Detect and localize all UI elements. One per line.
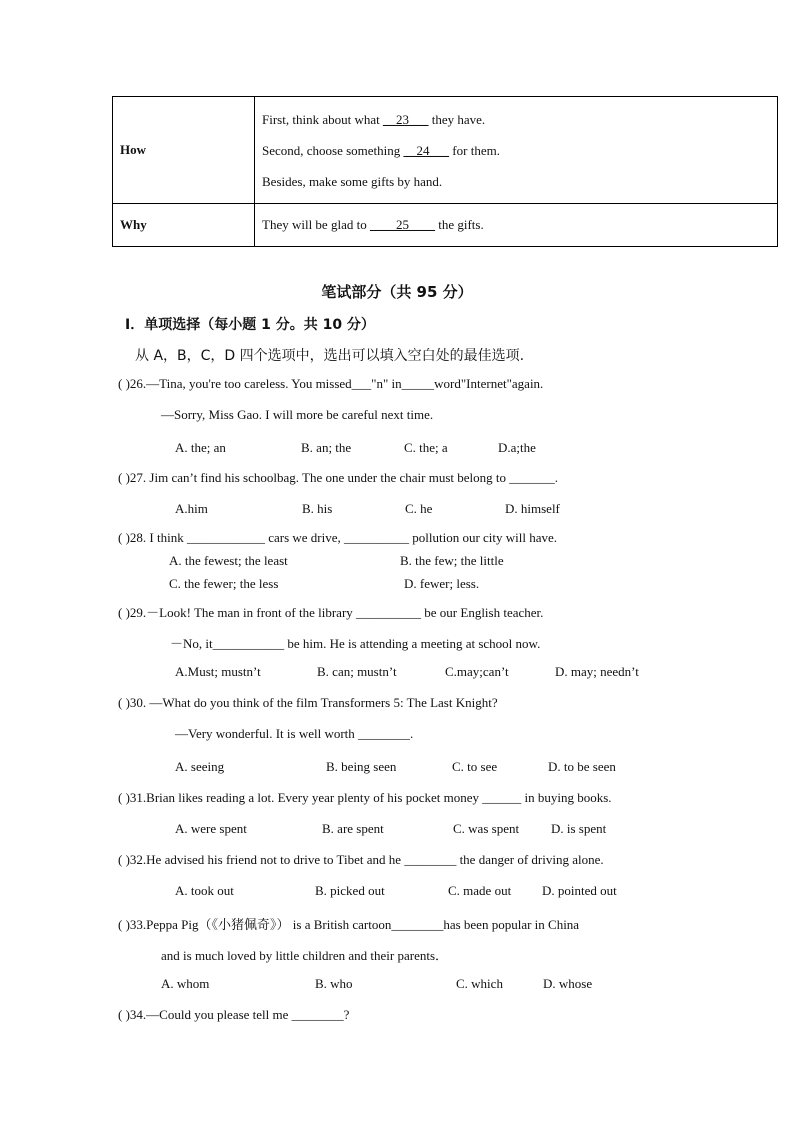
blank-25: ____25____ bbox=[369, 217, 435, 232]
option-d: D. pointed out bbox=[542, 883, 617, 898]
question-34-stem: ( )34.—Could you please tell me ________? bbox=[118, 1007, 350, 1022]
option-b: B. an; the bbox=[301, 440, 352, 455]
question-30-stem-2: —Very wonderful. It is well worth ________. bbox=[175, 726, 414, 741]
option-c: C. was spent bbox=[453, 821, 520, 836]
question-28-stem: ( )28. I think ____________ cars we drive, __________ pollution our city will have. bbox=[118, 530, 558, 545]
option-d: D. to be seen bbox=[548, 759, 616, 774]
option-b: B. who bbox=[315, 976, 353, 991]
option-d: D. may; needn’t bbox=[555, 664, 639, 679]
option-a: A. whom bbox=[161, 976, 210, 991]
option-a: A. were spent bbox=[175, 821, 247, 836]
table-row bbox=[113, 97, 778, 204]
row-label: Why bbox=[113, 204, 255, 247]
option-a: A.Must; mustn’t bbox=[175, 664, 261, 679]
question-26-stem-2: —Sorry, Miss Gao. I will more be careful next time. bbox=[161, 407, 434, 422]
option-d: D. whose bbox=[543, 976, 593, 991]
option-b: B. the few; the little bbox=[400, 553, 504, 568]
question-33-stem: ( )33.Peppa Pig（《小猪佩奇》） is a British cartoon________has been popular in China bbox=[118, 917, 580, 932]
question-33-stem-2: and is much loved by little children and their parents． bbox=[161, 948, 449, 963]
option-d: D. is spent bbox=[551, 821, 607, 836]
option-a: A.him bbox=[175, 501, 208, 516]
option-c: C. the; a bbox=[404, 440, 448, 455]
option-c: C. which bbox=[456, 976, 503, 991]
question-29-stem-2: －No, it___________ be him. He is attending a meeting at school now. bbox=[170, 636, 541, 651]
option-c: C.may;can’t bbox=[445, 664, 509, 679]
info-table bbox=[112, 96, 778, 247]
option-b: B. being seen bbox=[326, 759, 397, 774]
option-c: C. made out bbox=[448, 883, 512, 898]
table-line: They will be glad to ____25____ the gifts. bbox=[262, 217, 484, 232]
option-c: C. the fewer; the less bbox=[169, 576, 279, 591]
option-d: D. himself bbox=[505, 501, 560, 516]
part1-instruction: 从 A，B，C，D 四个选项中，选出可以填入空白处的最佳选项. bbox=[135, 348, 525, 364]
part1-heading: I．单项选择（每小题 1 分。共 10 分） bbox=[125, 317, 375, 333]
row-content bbox=[255, 97, 778, 204]
table-line: Second, choose something __24___ for them. bbox=[262, 142, 500, 158]
row-content bbox=[255, 204, 778, 247]
option-a: A. took out bbox=[175, 883, 234, 898]
blank-23: __23___ bbox=[382, 111, 429, 127]
question-30-stem: ( )30. —What do you think of the film Transformers 5: The Last Knight? bbox=[118, 695, 498, 710]
row-label: How bbox=[113, 97, 255, 204]
section-title: 笔试部分（共 95 分） bbox=[321, 283, 473, 301]
option-c: C. he bbox=[405, 501, 433, 516]
question-26-stem: ( )26.—Tina, you're too careless. You missed___"n" in_____word"Internet"again. bbox=[118, 376, 544, 391]
option-d: D. fewer; less. bbox=[404, 576, 480, 591]
question-31-stem: ( )31.Brian likes reading a lot. Every year plenty of his pocket money ______ in buying books. bbox=[118, 790, 612, 805]
option-c: C. to see bbox=[452, 759, 498, 774]
blank-24: __24___ bbox=[403, 142, 450, 158]
option-b: B. can; mustn’t bbox=[317, 664, 397, 679]
option-b: B. picked out bbox=[315, 883, 385, 898]
option-a: A. the fewest; the least bbox=[169, 553, 288, 568]
option-b: B. his bbox=[302, 501, 333, 516]
question-27-stem: ( )27. Jim can’t find his schoolbag. The one under the chair must belong to _______. bbox=[118, 470, 558, 485]
question-29-stem: ( )29.－Look! The man in front of the library __________ be our English teacher. bbox=[118, 605, 544, 620]
table-line: First, think about what __23___ they have. bbox=[262, 111, 486, 127]
option-b: B. are spent bbox=[322, 821, 384, 836]
option-a: A. the; an bbox=[175, 440, 226, 455]
question-32-stem: ( )32.He advised his friend not to drive to Tibet and he ________ the danger of driving alone. bbox=[118, 852, 604, 867]
table-line: Besides, make some gifts by hand. bbox=[262, 173, 443, 189]
table-row bbox=[113, 204, 778, 247]
option-d: D.a;the bbox=[498, 440, 536, 455]
option-a: A. seeing bbox=[175, 759, 225, 774]
